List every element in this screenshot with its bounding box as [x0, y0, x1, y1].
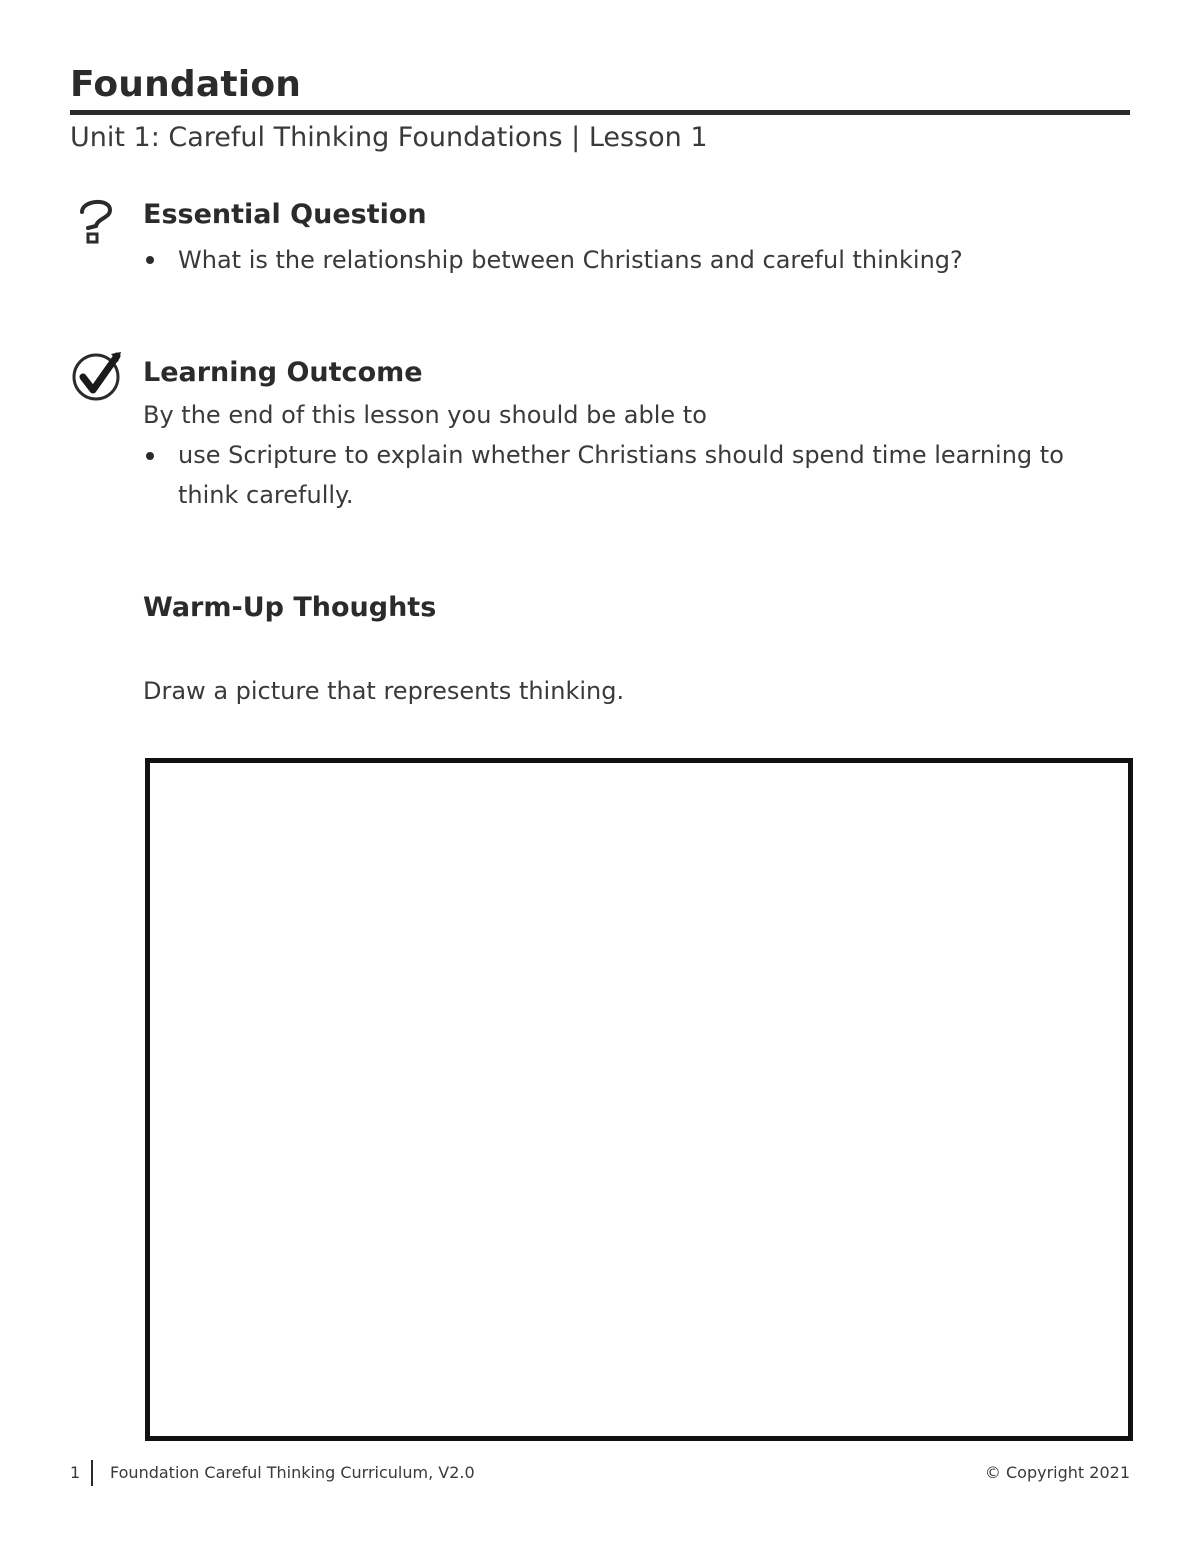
copyright: © Copyright 2021	[984, 1463, 1130, 1482]
page-number: 1	[70, 1463, 81, 1482]
page-subtitle: Unit 1: Careful Thinking Foundations | Lesson 1	[70, 122, 708, 153]
warm-up-prompt: Draw a picture that represents thinking.	[143, 677, 625, 705]
title-divider	[70, 110, 1130, 115]
warm-up-heading: Warm-Up Thoughts	[143, 592, 437, 623]
question-icon	[76, 196, 116, 246]
page-title: Foundation	[70, 64, 302, 105]
check-circle-icon	[71, 350, 123, 402]
learning-outcome-heading: Learning Outcome	[143, 357, 423, 388]
learning-outcome-item: use Scripture to explain whether Christians should spend time learning to think carefully.	[178, 441, 1064, 509]
bullet	[146, 452, 154, 460]
essential-question-item: What is the relationship between Christians and careful thinking?	[178, 246, 963, 274]
drawing-area[interactable]	[145, 758, 1133, 1441]
bullet	[146, 256, 154, 264]
learning-outcome-intro: By the end of this lesson you should be able to	[143, 401, 707, 429]
essential-question-heading: Essential Question	[143, 199, 427, 230]
footer-divider	[91, 1460, 93, 1486]
document-name: Foundation Careful Thinking Curriculum, V2.0	[110, 1463, 475, 1482]
